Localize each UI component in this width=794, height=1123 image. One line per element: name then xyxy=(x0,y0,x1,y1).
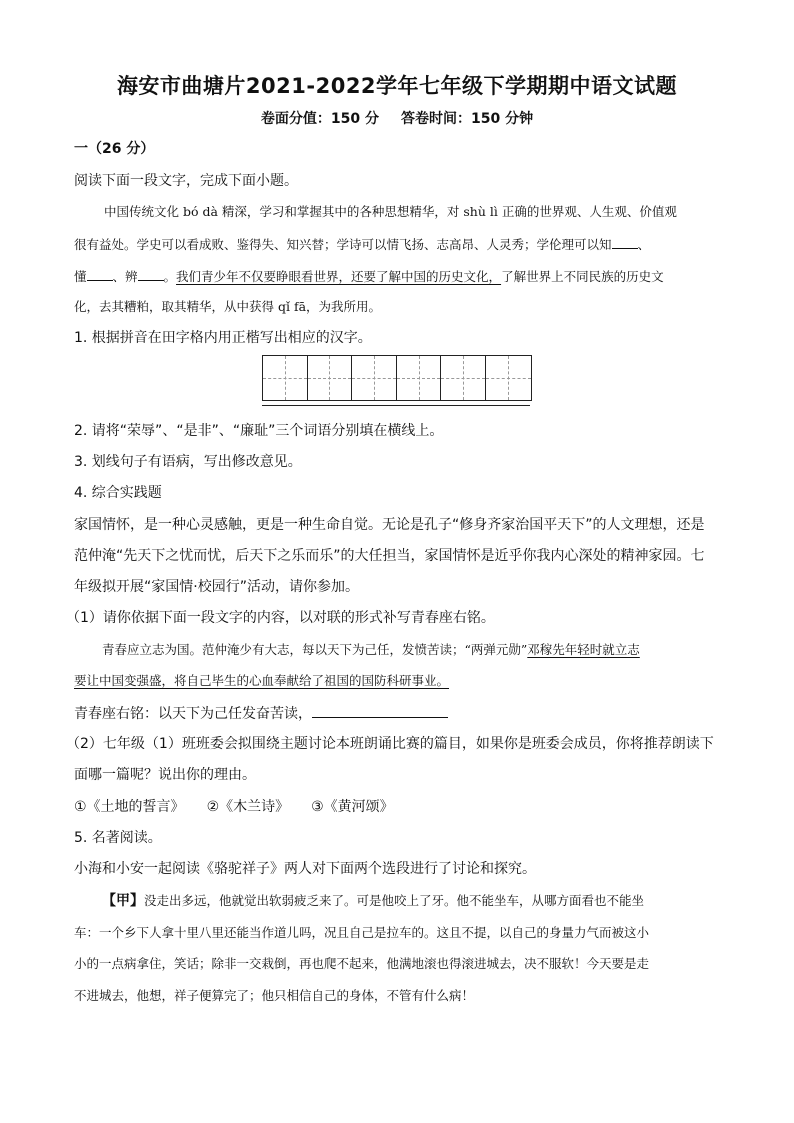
option-3: ③《黄河颂》 xyxy=(311,799,394,815)
q4-1-passage-line-1 xyxy=(102,640,640,660)
instruction: 阅读下面一段文字，完成下面小题。 xyxy=(74,173,298,189)
motto-text: 青春座右铭：以天下为己任发奋苦读， xyxy=(74,706,312,722)
exam-meta xyxy=(0,108,794,128)
score-label: 卷面分值：150 分 xyxy=(260,111,379,127)
q4-1-passage-line-2: 要让中国变强盛，将自己毕生的心血奉献给了祖国的国防科研事业。 xyxy=(74,673,450,688)
question-5: 5. 名著阅读。 xyxy=(74,830,162,846)
grid-underline xyxy=(262,405,530,406)
q5-jia-line-1 xyxy=(102,891,644,911)
passage-text: 了解世界上不同民族的历史文 xyxy=(501,269,664,284)
question-1: 1. 根据拼音在田字格内用正楷写出相应的汉字。 xyxy=(74,330,372,346)
passage-text: 。 xyxy=(163,269,177,284)
question-4: 4. 综合实践题 xyxy=(74,485,162,501)
passage-text: 懂 xyxy=(74,269,87,284)
q4-intro-1: 家国情怀，是一种心灵感触，更是一种生命自觉。无论是孔子“修身齐家治国平天下”的人文理想，还是 xyxy=(74,517,705,533)
question-3: 3. 划线句子有语病，写出修改意见。 xyxy=(74,454,302,470)
passage-line-4: 化，去其糟粕，取其精华，从中获得 qǐ fā，为我所用。 xyxy=(74,299,382,314)
q5-jia-line-4: 不进城去，他想，祥子便算完了；他只相信自己的身体，不管有什么病！ xyxy=(74,988,475,1003)
tianzige-grid[interactable] xyxy=(262,355,532,401)
question-4-1: （1）请你依据下面一段文字的内容，以对联的形式补写青春座右铭。 xyxy=(66,610,495,626)
passage-text: 、辨 xyxy=(112,269,138,284)
answer-blank-1[interactable] xyxy=(612,234,638,249)
underlined-sentence: 我们青少年不仅要睁眼看世界，还要了解中国的历史文化， xyxy=(176,269,502,284)
passage-line-2: 很有益处。学史可以看成败、鉴得失、知兴替；学诗可以情飞扬、志高昂、人灵秀；学伦理可以知 、 xyxy=(74,234,650,255)
page-title: 海安市曲塘片2021-2022学年七年级下学期期中语文试题 xyxy=(116,74,678,98)
jia-label: 【甲】 xyxy=(102,893,144,909)
answer-blank-2[interactable] xyxy=(87,266,113,281)
underlined-sentence: 邓稼先年轻时就立志 xyxy=(527,642,640,657)
grid-cell[interactable] xyxy=(308,356,353,400)
passage-line-1: 中国传统文化 bó dà 精深，学习和掌握其中的各种思想精华，对 shù lì 正确的世界观、人生观、价值观 xyxy=(104,204,677,219)
q5-intro: 小海和小安一起阅读《骆驼祥子》两人对下面两个选段进行了讨论和探究。 xyxy=(74,861,536,877)
option-1: ①《土地的誓言》 xyxy=(74,799,185,815)
motto-answer-blank[interactable] xyxy=(312,703,448,718)
grid-cell[interactable] xyxy=(441,356,486,400)
question-2: 2. 请将“荣辱”、“是非”、“廉耻”三个词语分别填在横线上。 xyxy=(74,423,444,439)
passage-line-3 xyxy=(74,266,664,287)
time-label: 答卷时间：150 分钟 xyxy=(401,111,534,127)
grid-cell[interactable] xyxy=(352,356,397,400)
grid-cell[interactable] xyxy=(397,356,442,400)
q4-intro-2: 范仲淹“先天下之忧而忧，后天下之乐而乐”的大任担当，家国情怀是近乎你我内心深处的精神家园。七 xyxy=(74,548,705,564)
q4-2-options xyxy=(74,797,394,817)
passage-text: 青春应立志为国。范仲淹少有大志，每以天下为己任，发愤苦读；“两弹元勋” xyxy=(102,642,528,657)
passage-text: 没走出多远，他就觉出软弱疲乏来了。可是他咬上了牙。他不能坐车，从哪方面看也不能坐 xyxy=(144,893,645,908)
section-heading: 一（26 分） xyxy=(74,141,155,157)
question-4-2-b: 面哪一篇呢？说出你的理由。 xyxy=(74,767,256,783)
question-4-2-a: （2）七年级（1）班班委会拟围绕主题讨论本班朗诵比赛的篇目，如果你是班委会成员，你将推荐朗读下 xyxy=(66,736,714,752)
motto-line xyxy=(74,703,448,724)
q5-jia-line-3: 小的一点病拿住，笑话；除非一交栽倒，再也爬不起来，他满地滚也得滚进城去，决不服软！今天要是走 xyxy=(74,956,650,971)
grid-cell[interactable] xyxy=(486,356,531,400)
q5-jia-line-2: 车：一个乡下人拿十里八里还能当作道儿吗，况且自己是拉车的。这且不提，以自己的身量力气而被这小 xyxy=(74,925,650,940)
answer-blank-3[interactable] xyxy=(138,266,164,281)
passage-text: 很有益处。学史可以看成败、鉴得失、知兴替；学诗可以情飞扬、志高昂、人灵秀；学伦理可以知 xyxy=(74,237,612,252)
option-2: ②《木兰诗》 xyxy=(206,799,290,815)
q4-intro-3: 年级拟开展“家国情·校园行”活动，请你参加。 xyxy=(74,579,359,595)
grid-cell[interactable] xyxy=(263,356,308,400)
